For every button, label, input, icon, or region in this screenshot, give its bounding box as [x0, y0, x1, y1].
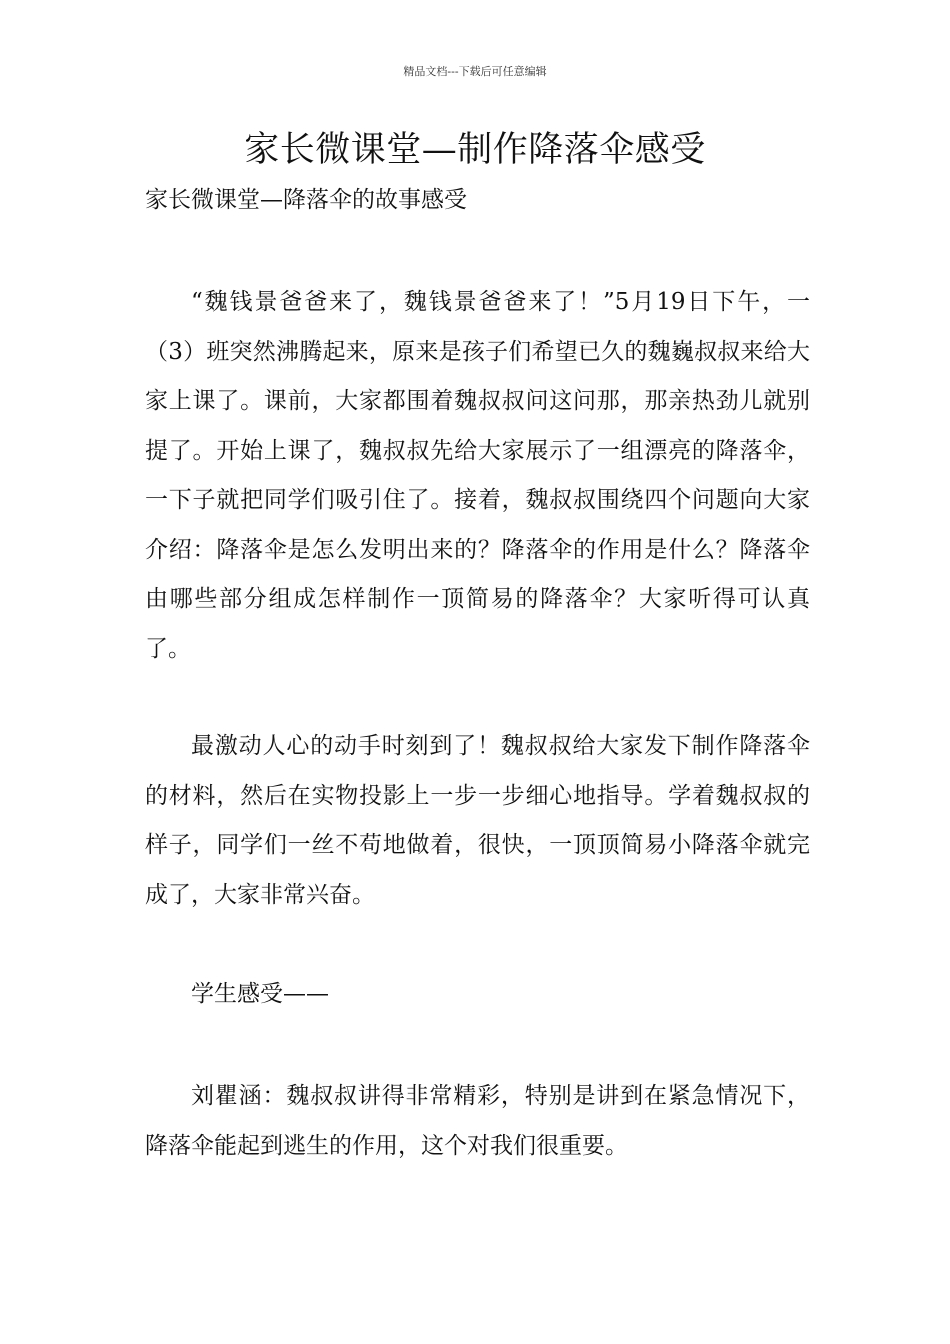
paragraph-student-feedback: 刘瞿涵：魏叔叔讲得非常精彩，特别是讲到在紧急情况下，降落伞能起到逃生的作用，这个对我们很重要。	[145, 1083, 810, 1159]
header-note: 精品文档---下载后可任意编辑	[403, 65, 547, 78]
paragraph-student-feedback-heading: 学生感受——	[191, 981, 329, 1007]
document-subtitle: 家长微课堂—降落伞的故事感受	[145, 187, 467, 213]
paragraph-story-intro: “魏钱景爸爸来了，魏钱景爸爸来了！”5月19日下午，一（3）班突然沸腾起来，原来是孩子们希望已久的魏巍叔叔来给大家上课了。课前，大家都围着魏叔叔问这问那，那亲热劲儿就别提了。开始上课了，魏叔叔先给大家展示了一组漂亮的降落伞，一下子就把同学们吸引住了。接着，魏叔叔围绕四个问题向大家介绍：降落伞是怎么发明出来的？降落伞的作用是什么？降落伞由哪些部分组成怎样制作一顶简易的降落伞？大家听得可认真了。	[145, 289, 810, 662]
document-title: 家长微课堂—制作降落伞感受	[244, 130, 706, 170]
paragraph-hands-on: 最激动人心的动手时刻到了！魏叔叔给大家发下制作降落伞的材料，然后在实物投影上一步一步细心地指导。学着魏叔叔的样子，同学们一丝不苟地做着，很快，一顶顶简易小降落伞就完成了，大家非常兴奋。	[145, 733, 810, 908]
